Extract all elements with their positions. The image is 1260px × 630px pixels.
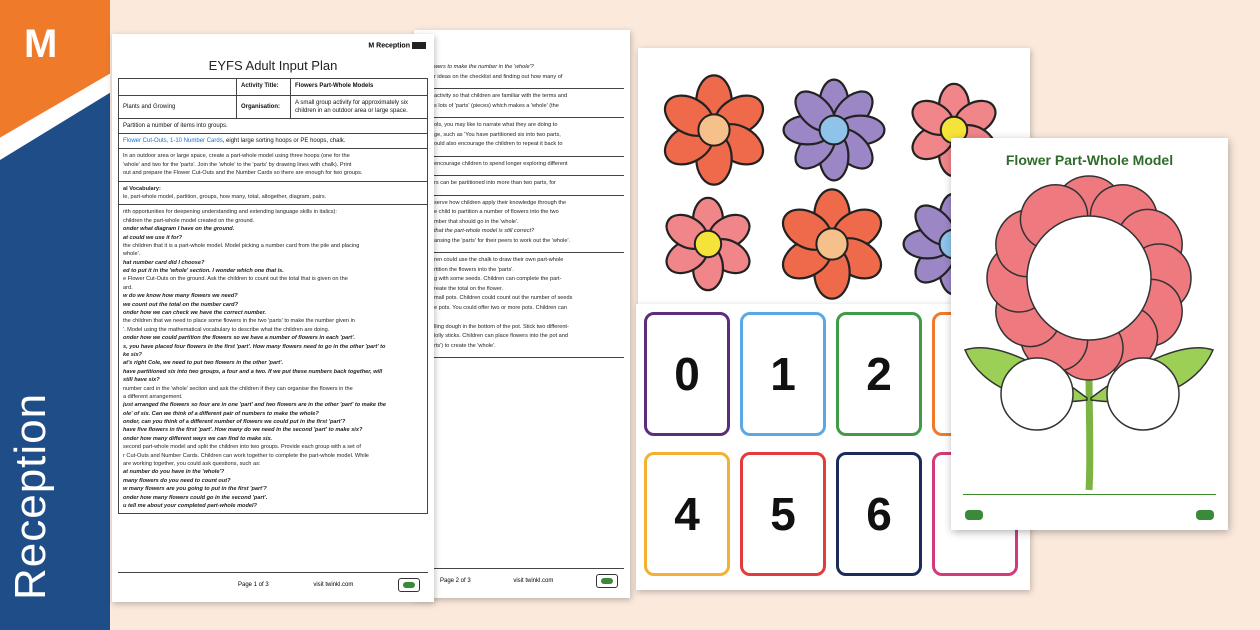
text-line: mall pots. Children could count out the number of seeds — [434, 295, 573, 301]
text-line: mber that should go in the 'whole'. — [434, 218, 519, 225]
text-line: at number do you have in the 'whole'? — [123, 469, 225, 476]
text-line: number card in the 'whole' section and ask the children if they can organise the flowers in the — [123, 385, 353, 392]
number-card: 1 — [740, 312, 826, 436]
text-line: e Flower Cut-Outs on the ground. Ask the children to count out the total that is given on the — [123, 276, 348, 283]
text-line: wers to make the number in the 'whole'? — [434, 64, 534, 70]
text-line: ed to put it in the 'whole' section. I wonder which one that is. — [123, 268, 284, 275]
flower-cutout — [661, 198, 756, 290]
text-line: r Cut-Outs and Number Cards. Children can work together to complete the part-whole model. While — [123, 452, 369, 459]
twinkl-logo-icon — [965, 510, 983, 520]
text-line: serve how children apply their knowledge through the — [434, 199, 567, 206]
text-line: many flowers do you need to count out? — [123, 477, 231, 484]
text-line: are working together, you could ask questions, such as: — [123, 461, 261, 468]
text-line: onder how we can check we have the correct number. — [123, 310, 266, 317]
text-line: still have six? — [123, 377, 160, 384]
page-1-number: Page 1 of 3 — [238, 581, 269, 588]
table-row — [119, 182, 427, 206]
resources-text — [119, 134, 427, 148]
category-band — [0, 0, 110, 630]
page-2-text-block — [420, 176, 624, 196]
activity-text — [119, 205, 427, 513]
text-line: ole' of six. Can we think of a different pair of numbers to make the whole? — [123, 410, 319, 417]
activity-title-value: Flowers Part-Whole Models — [295, 83, 374, 89]
text-line: whole'. — [123, 251, 141, 258]
text-line: lolly sticks. Children can place flowers into the pot and — [434, 333, 569, 339]
text-line: ard. — [123, 284, 133, 291]
table-row — [119, 149, 427, 181]
flower-cutout — [776, 189, 888, 298]
flower-cutout — [784, 80, 885, 181]
page-title: EYFS Adult Input Plan — [208, 58, 338, 73]
flower-cutout — [658, 75, 770, 184]
part-circle-right — [1107, 358, 1179, 430]
text-line: 'whole' and two for the 'parts'. Join the 'whole' to the 'parts' by drawing lines with chalk). Print — [123, 161, 352, 168]
twinkl-logo-icon — [398, 578, 420, 592]
number-card: 6 — [836, 452, 922, 576]
text-line: a different arrangement. — [123, 393, 183, 400]
text-line: ansing the 'parts' for their peers to work out the 'whole'. — [434, 237, 571, 244]
text-line: ge, such as 'You have partitioned six into two parts, — [434, 131, 561, 138]
twinkl-logo-icon — [596, 574, 618, 588]
text-line: just arranged the flowers so four are in one 'part' and two flowers are in the other 'part' to make the — [123, 402, 386, 409]
band-letter: M — [24, 22, 58, 66]
table-cell — [119, 79, 237, 95]
part-whole-footer — [963, 494, 1216, 514]
text-line: onder how we could partition the flowers so we have a number of flowers in each 'part'. — [123, 335, 356, 342]
text-line: lling dough in the bottom of the pot. Stick two different- — [434, 323, 569, 330]
page-2-site: visit twinkl.com — [513, 577, 554, 584]
page-2-text-block — [420, 60, 624, 89]
header-bar-icon — [412, 42, 426, 49]
page-2-text-block — [420, 196, 624, 254]
page-2-text-block — [420, 253, 624, 358]
page-2-text-block — [420, 89, 624, 118]
text-line: s, you have placed four flowers in the first 'part'. How many flowers need to go in the other 'part' to — [123, 343, 386, 350]
organisation-label: Organisation: — [237, 96, 291, 118]
organisation-value: A small group activity for approximately six children in an outdoor area or large space. — [295, 100, 409, 115]
page-1-footer — [118, 572, 428, 596]
twinkl-logo-icon — [1196, 510, 1214, 520]
table-row — [119, 119, 427, 134]
number-card: 0 — [644, 312, 730, 436]
activity-title-label: Activity Title: — [237, 79, 291, 95]
text-line: e child to partition a number of flowers into the two — [434, 209, 559, 215]
vocabulary-heading: al Vocabulary: — [123, 185, 161, 192]
text-line: at's right Cole, we need to put two flowers in the other 'part'. — [123, 360, 284, 367]
text-line: out and prepare the Flower Cut-Outs and the Number Cards so there are enough for two groups. — [123, 170, 363, 177]
part-circle-left — [1001, 358, 1073, 430]
text-line: ke six? — [123, 351, 142, 358]
header-tag-text: M Reception — [368, 42, 410, 50]
flower-stem — [1089, 368, 1090, 490]
vocabulary-text: le, part-whole model, partition, groups, how many, total, altogether, diagram, pairs. — [123, 193, 327, 200]
text-line: onder what diagram I have on the ground. — [123, 226, 235, 233]
text-line — [434, 313, 620, 323]
resources-links[interactable]: Flower Cut-Outs, 1-10 Number Cards — [123, 138, 223, 145]
part-whole-flower-svg — [951, 138, 1228, 530]
text-line: ren could use the chalk to draw their own part-whole — [434, 257, 564, 263]
page-2-number: Page 2 of 3 — [440, 577, 471, 584]
number-card: 5 — [740, 452, 826, 576]
text-line: ould also encourage the children to repeat it back to — [434, 141, 563, 147]
page-2-body — [420, 60, 624, 358]
table-row — [119, 205, 427, 513]
text-line: rs can be partitioned into more than two parts, for — [434, 180, 556, 186]
text-line: w do we know how many flowers we need? — [123, 293, 238, 300]
text-line: children the part-whole model created on the ground. — [123, 217, 255, 224]
text-line: u tell me about your completed part-whole model? — [123, 503, 257, 509]
text-line: '. Model using the mathematical vocabulary to describe what the children are doing. — [123, 326, 330, 333]
text-line: second part-whole model and split the children into two groups. Provide each group with a set of — [123, 444, 361, 451]
text-line: onder, can you think of a different number of flowers we could put in the first 'part'? — [123, 419, 346, 426]
text-line: e pots. You could offer two or more pots. Children can — [434, 304, 567, 311]
vocabulary-section — [119, 182, 427, 205]
text-line: have partitioned six into two groups, a four and a two. If we put these numbers back together, will — [123, 368, 383, 375]
text-line: onder how many flowers could go in the second 'part'. — [123, 494, 268, 501]
text-line: In an outdoor area or large space, create a part-whole model using three hoops (one for the — [123, 153, 350, 160]
flower-center — [698, 114, 729, 145]
flower-center — [820, 116, 849, 145]
preparation-text — [119, 149, 427, 180]
objective-text: Partition a number of items into groups. — [123, 123, 228, 130]
text-line: s lots of 'parts' (pieces) which makes a 'whole' (the — [434, 102, 559, 109]
text-line: rith opportunities for deepening understanding and extending language skills in italics): — [123, 209, 337, 216]
table-row — [119, 134, 427, 149]
table-row — [119, 96, 427, 119]
area-value: Plants and Growing — [119, 96, 237, 118]
text-line: rts') to create the 'whole'. — [434, 342, 496, 349]
text-line: rtition the flowers into the 'parts'. — [434, 266, 514, 273]
text-line: have five flowers in the first 'part'. How many do we need in the second 'part' to make six? — [123, 427, 363, 434]
resources-rest: , eight large sorting hoops or PE hoops, chalk. — [222, 138, 346, 145]
whole-circle — [1027, 216, 1151, 340]
plan-table — [118, 78, 428, 514]
part-whole-title: Flower Part-Whole Model — [1005, 152, 1174, 168]
band-label: Reception — [6, 392, 55, 600]
page-2-footer — [420, 568, 624, 592]
text-line: at could we use it for? — [123, 234, 183, 241]
text-line: we count out the total on the number card? — [123, 301, 238, 308]
text-line: onder how many different ways we can find to make six. — [123, 435, 273, 442]
text-line: the children that we need to place some flowers in the two 'parts' to make the number given in — [123, 318, 355, 325]
page-header-tag — [368, 42, 426, 49]
plan-page-1 — [112, 34, 434, 602]
text-line: hat number card did I choose? — [123, 259, 205, 266]
flower-center — [816, 228, 847, 259]
text-line: w many flowers are you going to put in the first 'part'? — [123, 486, 267, 493]
text-line: activity so that children are familiar with the terms and — [434, 93, 568, 99]
number-card: 4 — [644, 452, 730, 576]
text-line: ols, you may like to narrate what they are doing to — [434, 122, 558, 128]
plan-page-2 — [414, 30, 630, 598]
page-2-text-block — [420, 118, 624, 157]
text-line: r ideas on the checklist and finding out how many of — [434, 73, 563, 80]
table-row — [119, 79, 427, 96]
text-line: the children that it is a part-whole model. Model picking a number card from the pile and placing — [123, 242, 360, 249]
page-2-text-block — [420, 157, 624, 177]
part-whole-model-sheet — [951, 138, 1228, 530]
page-1-site: visit twinkl.com — [313, 581, 354, 588]
text-line: that the part-whole model is still correct? — [434, 228, 535, 234]
number-card: 2 — [836, 312, 922, 436]
text-line: g with some seeds. Children can complete the part- — [434, 276, 562, 282]
text-line: encourage children to spend longer exploring different — [434, 160, 568, 167]
flower-center — [695, 231, 721, 257]
text-line: reate the total on the flower. — [434, 285, 504, 292]
